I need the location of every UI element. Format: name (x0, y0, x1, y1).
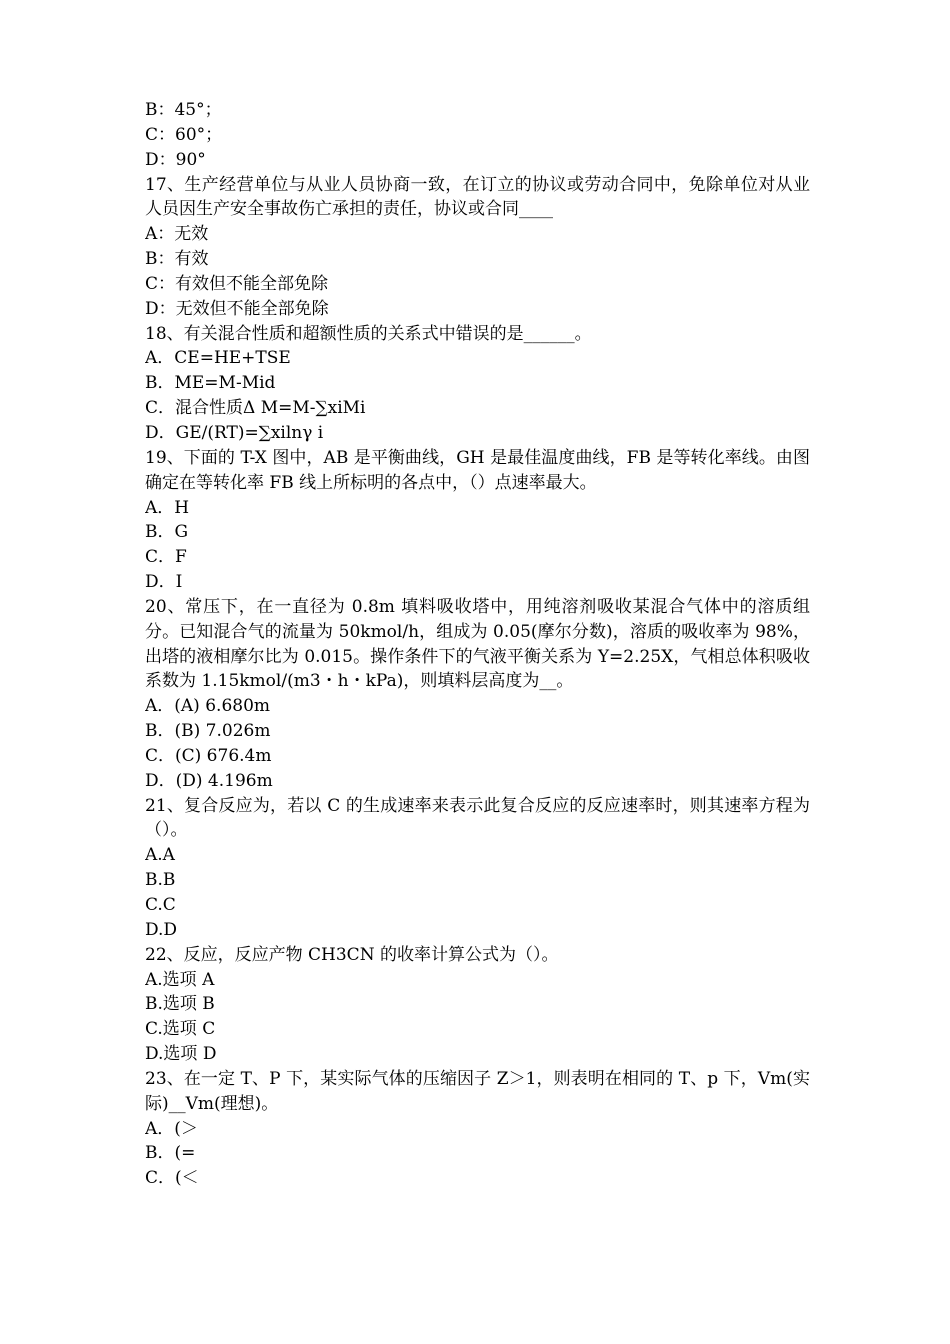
option-line: D：90° (145, 149, 206, 170)
option-line: A．(＞ (145, 1118, 198, 1139)
option-line: A.A (145, 845, 175, 866)
option-line: B：有效 (145, 249, 209, 270)
document-page (145, 98, 810, 1191)
option-line: C：有效但不能全部免除 (145, 273, 329, 294)
option-line: D：无效但不能全部免除 (145, 298, 329, 319)
option-line: C．(C) 676.4m (145, 745, 272, 766)
option-line: C．(＜ (145, 1168, 199, 1189)
option-line: C．F (145, 547, 187, 568)
option-line: B.选项 B (145, 994, 215, 1015)
option-line: B．G (145, 522, 189, 543)
option-line: B．(B) 7.026m (145, 721, 271, 742)
question-23: 23、在一定 T、P 下，某实际气体的压缩因子 Z＞1，则表明在相同的 T、p 下，Vm(实际)__Vm(理想)。 (145, 1068, 810, 1114)
question-22: 22、反应，反应产物 CH3CN 的收率计算公式为（）。 (145, 944, 559, 965)
option-line: B：45°； (145, 100, 222, 120)
question-20: 20、常压下，在一直径为 0.8m 填料吸收塔中，用纯溶剂吸收某混合气体中的溶质组分。已知混合气的流量为 50kmol/h，组成为 0.05(摩尔分数)，溶质的吸收率为 98%，出塔的液相摩尔比为 0.015。操作条件下的气液平衡关系为 Y=2.25X，气相总体积吸收系数为 1.15kmol/(m3・h・kPa)，则填料层高度为__。 (145, 596, 810, 692)
question-17: 17、生产经营单位与从业人员协商一致，在订立的协议或劳动合同中，免除单位对从业人员因生产安全事故伤亡承担的责任，协议或合同____ (145, 174, 810, 220)
option-line: C.C (145, 895, 176, 915)
option-line: A．H (145, 497, 190, 518)
option-line: A：无效 (145, 224, 209, 245)
option-line: D.选项 D (145, 1044, 217, 1065)
option-line: A.选项 A (145, 969, 215, 990)
question-18: 18、有关混合性质和超额性质的关系式中错误的是______。 (145, 323, 592, 344)
option-line: C．混合性质Δ M=M-∑xiMi (145, 398, 366, 419)
option-line: D．I (145, 572, 183, 593)
option-line: D.D (145, 919, 178, 940)
option-line: D．GE/(RT)=∑xilnγ i (145, 422, 324, 443)
option-line: A．(A) 6.680m (145, 696, 271, 717)
option-line: C.选项 C (145, 1019, 216, 1040)
option-line: B．(= (145, 1143, 196, 1164)
option-line: B.B (145, 870, 176, 891)
option-line: D．(D) 4.196m (145, 770, 273, 791)
question-21: 21、复合反应为，若以 C 的生成速率来表示此复合反应的反应速率时，则其速率方程为（）。 (145, 795, 810, 841)
option-line: B．ME=M-Mid (145, 373, 276, 394)
option-line: C：60°； (145, 124, 223, 145)
option-line: A．CE=HE+TSE (145, 348, 291, 369)
question-19: 19、下面的 T-X 图中，AB 是平衡曲线，GH 是最佳温度曲线，FB 是等转化率线。由图确定在等转化率 FB 线上所标明的各点中，（）点速率最大。 (145, 447, 810, 493)
